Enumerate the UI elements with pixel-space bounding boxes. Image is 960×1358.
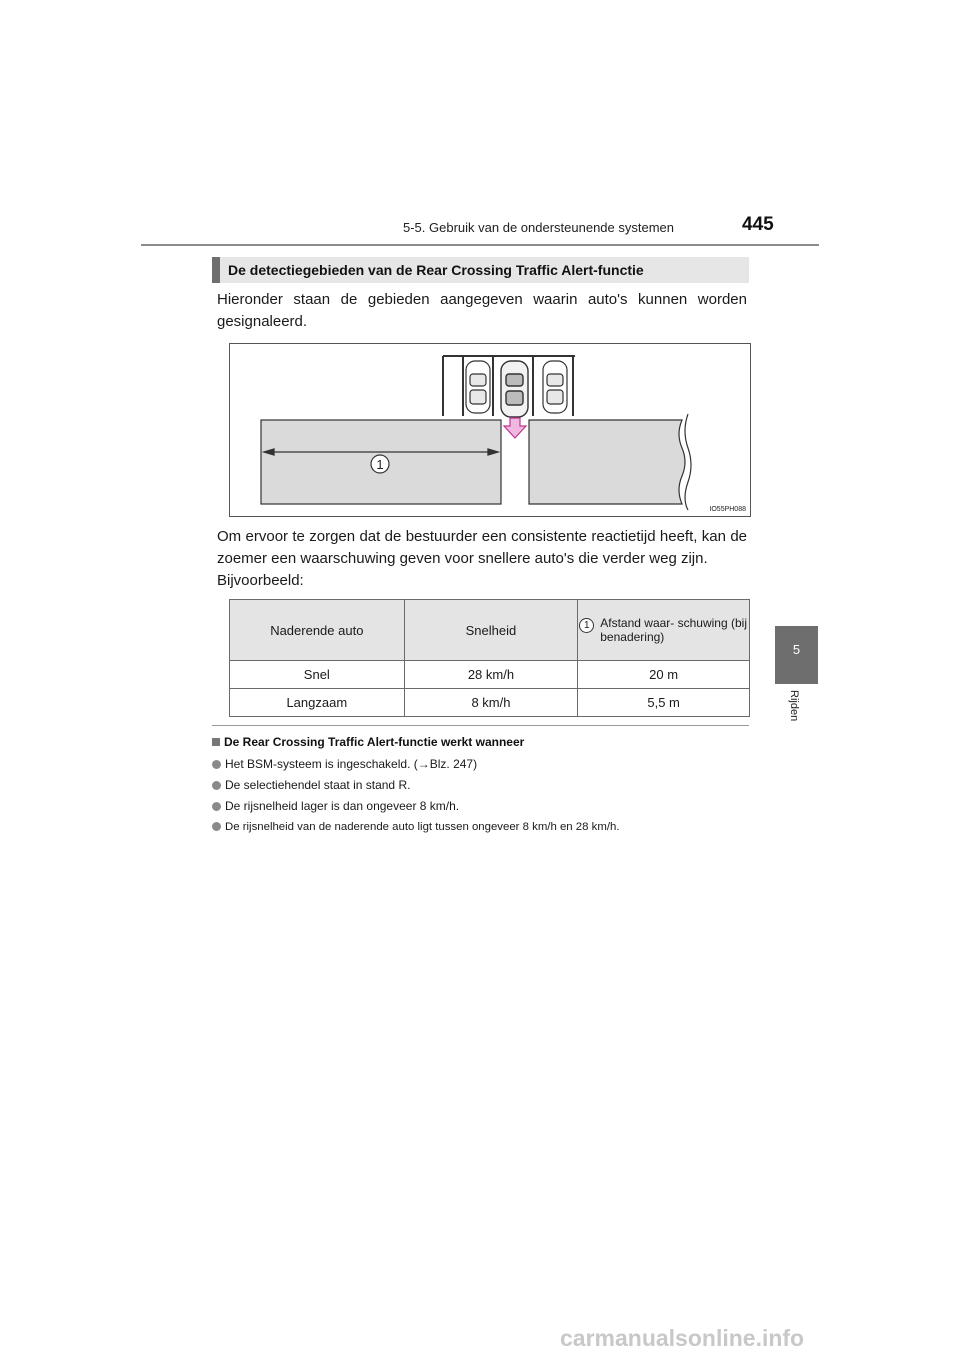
diagram-svg [230, 344, 750, 516]
wavy-break-line [685, 414, 691, 510]
section-heading-text: De detectiegebieden van de Rear Crossing Traffic Alert-functie [228, 262, 644, 278]
figure-id: IO55PH088 [709, 506, 746, 513]
table-row [230, 689, 750, 717]
conditions-heading-text: De Rear Crossing Traffic Alert-functie werkt wanneer [224, 735, 525, 749]
table-header-row [230, 600, 750, 661]
list-item [212, 775, 620, 796]
bullet-dot-icon [212, 760, 221, 769]
intro-paragraph: Hieronder staan de gebieden aangegeven waarin auto's kunnen worden gesignaleerd. [217, 291, 747, 330]
header-warning-distance [578, 600, 750, 661]
reverse-arrow-icon [504, 418, 526, 438]
table-row [230, 661, 750, 689]
bullet-dot-icon [212, 822, 221, 831]
header-warning-distance-text: Afstand waar- schuwing (bij benadering) [600, 616, 747, 644]
heading-accent-bar [212, 257, 220, 283]
watermark: carmanualsonline.info [560, 1325, 805, 1351]
section-heading [212, 257, 749, 283]
bullet-dot-icon [212, 781, 221, 790]
table-cell: 5,5 m [578, 689, 750, 717]
list-item-text: Het BSM-systeem is ingeschakeld. (→Blz. 247) [225, 757, 478, 771]
table-cell: 8 km/h [404, 689, 578, 717]
callout-number: 1 [376, 457, 384, 472]
list-item [212, 796, 620, 817]
table-cell: Snel [230, 661, 405, 689]
table-cell: 20 m [578, 661, 750, 689]
square-bullet-icon [212, 738, 220, 746]
table-cell: 28 km/h [404, 661, 578, 689]
page-number: 445 [742, 214, 774, 235]
section-divider [212, 725, 749, 726]
bullet-dot-icon [212, 802, 221, 811]
list-item-text: De selectiehendel staat in stand R. [225, 778, 411, 792]
chapter-label: Rijden [788, 690, 800, 722]
own-car-icon [501, 361, 528, 417]
list-item-text: De rijsnelheid lager is dan ongeveer 8 km/h. [225, 799, 460, 813]
list-item [212, 817, 620, 838]
header-approaching-car: Naderende auto [230, 600, 405, 661]
conditions-list [212, 754, 620, 838]
parked-car-right-icon [543, 361, 567, 413]
header-callout-number: 1 [579, 618, 594, 633]
detection-area-diagram [229, 343, 751, 517]
reaction-time-paragraph: Om ervoor te zorgen dat de bestuurder een consistente reactietijd heeft, kan de zoemer een waarschuwing geven voor snellere auto's die verder weg zijn. [217, 528, 747, 567]
parked-car-left-icon [466, 361, 490, 413]
right-detection-zone [529, 420, 685, 504]
list-item [212, 754, 620, 775]
header-divider [141, 244, 819, 246]
table-cell: Langzaam [230, 689, 405, 717]
header-section-path: 5-5. Gebruik van de ondersteunende systemen [403, 220, 675, 235]
example-label: Bijvoorbeeld: [217, 572, 304, 589]
warning-distance-table [229, 599, 750, 717]
list-item-text: De rijsnelheid van de naderende auto ligt tussen ongeveer 8 km/h en 28 km/h. [225, 821, 620, 833]
chapter-number: 5 [792, 642, 801, 657]
header-speed: Snelheid [404, 600, 578, 661]
conditions-heading [212, 735, 524, 749]
